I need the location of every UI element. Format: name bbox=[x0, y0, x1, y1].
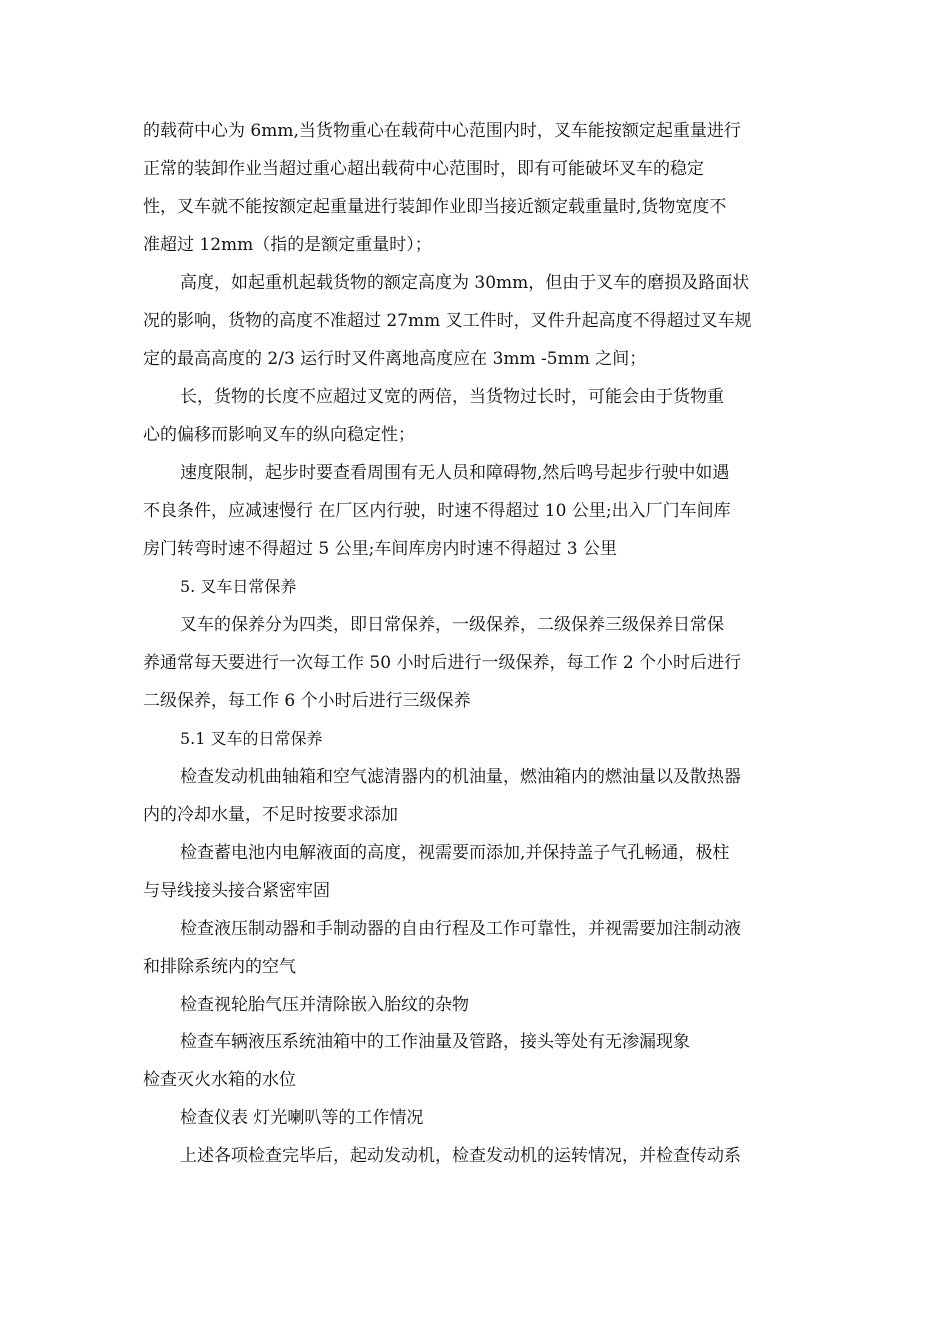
body-text-line: 况的影响，货物的高度不准超过 27mm 叉工件时，叉件升起高度不得超过叉车规 bbox=[143, 311, 752, 331]
body-text-line: 定的最高高度的 2/3 运行时叉件离地高度应在 3mm -5mm 之间； bbox=[143, 349, 647, 369]
paragraph-first-line: 长，货物的长度不应超过叉宽的两倍，当货物过长时，可能会由于货物重 bbox=[180, 387, 724, 407]
body-text-line: 的载荷中心为 6mm,当货物重心在载荷中心范围内时，叉车能按额定起重量进行 bbox=[143, 121, 741, 141]
paragraph-first-line: 检查液压制动器和手制动器的自由行程及工作可靠性，并视需要加注制动液 bbox=[180, 919, 741, 939]
paragraph-first-line: 检查蓄电池内电解液面的高度，视需要而添加,并保持盖子气孔畅通，极柱 bbox=[180, 843, 730, 863]
paragraph-first-line: 叉车的保养分为四类，即日常保养，一级保养，二级保养三级保养日常保 bbox=[180, 615, 724, 635]
body-text-line: 不良条件，应减速慢行 在厂区内行驶，时速不得超过 10 公里;出入厂门车间库 bbox=[143, 501, 731, 521]
body-text-line: 房门转弯时速不得超过 5 公里;车间库房内时速不得超过 3 公里 bbox=[143, 539, 617, 559]
body-text-line: 性，叉车就不能按额定起重量进行装卸作业即当接近额定载重量时,货物宽度不 bbox=[143, 197, 727, 217]
subsection-heading: 5.1 叉车的日常保养 bbox=[180, 729, 323, 748]
paragraph-first-line: 检查仪表 灯光喇叭等的工作情况 bbox=[180, 1108, 424, 1128]
body-text-line: 和排除系统内的空气 bbox=[143, 957, 296, 977]
paragraph-first-line: 高度，如起重机起载货物的额定高度为 30mm，但由于叉车的磨损及路面状 bbox=[180, 273, 750, 293]
paragraph-first-line: 检查发动机曲轴箱和空气滤清器内的机油量，燃油箱内的燃油量以及散热器 bbox=[180, 767, 741, 787]
paragraph-first-line: 检查车辆液压系统油箱中的工作油量及管路，接头等处有无渗漏现象 bbox=[180, 1032, 690, 1052]
body-text-line: 内的冷却水量，不足时按要求添加 bbox=[143, 805, 398, 825]
body-text-line: 正常的装卸作业当超过重心超出载荷中心范围时，即有可能破坏叉车的稳定 bbox=[143, 159, 704, 179]
section-heading: 5. 叉车日常保养 bbox=[180, 577, 297, 596]
paragraph-first-line: 检查视轮胎气压并清除嵌入胎纹的杂物 bbox=[180, 995, 469, 1015]
body-text-line: 养通常每天要进行一次每工作 50 小时后进行一级保养，每工作 2 个小时后进行 bbox=[143, 653, 742, 673]
body-text-line: 心的偏移而影响叉车的纵向稳定性； bbox=[143, 425, 415, 445]
body-text-line: 检查灭火水箱的水位 bbox=[143, 1070, 296, 1090]
paragraph-first-line: 速度限制，起步时要查看周围有无人员和障碍物,然后鸣号起步行驶中如遇 bbox=[180, 463, 730, 483]
paragraph-first-line: 上述各项检查完毕后，起动发动机，检查发动机的运转情况，并检查传动系 bbox=[180, 1146, 741, 1166]
body-text-line: 准超过 12mm（指的是额定重量时）； bbox=[143, 235, 432, 255]
body-text-line: 与导线接头接合紧密牢固 bbox=[143, 881, 330, 901]
body-text-line: 二级保养，每工作 6 个小时后进行三级保养 bbox=[143, 691, 471, 711]
